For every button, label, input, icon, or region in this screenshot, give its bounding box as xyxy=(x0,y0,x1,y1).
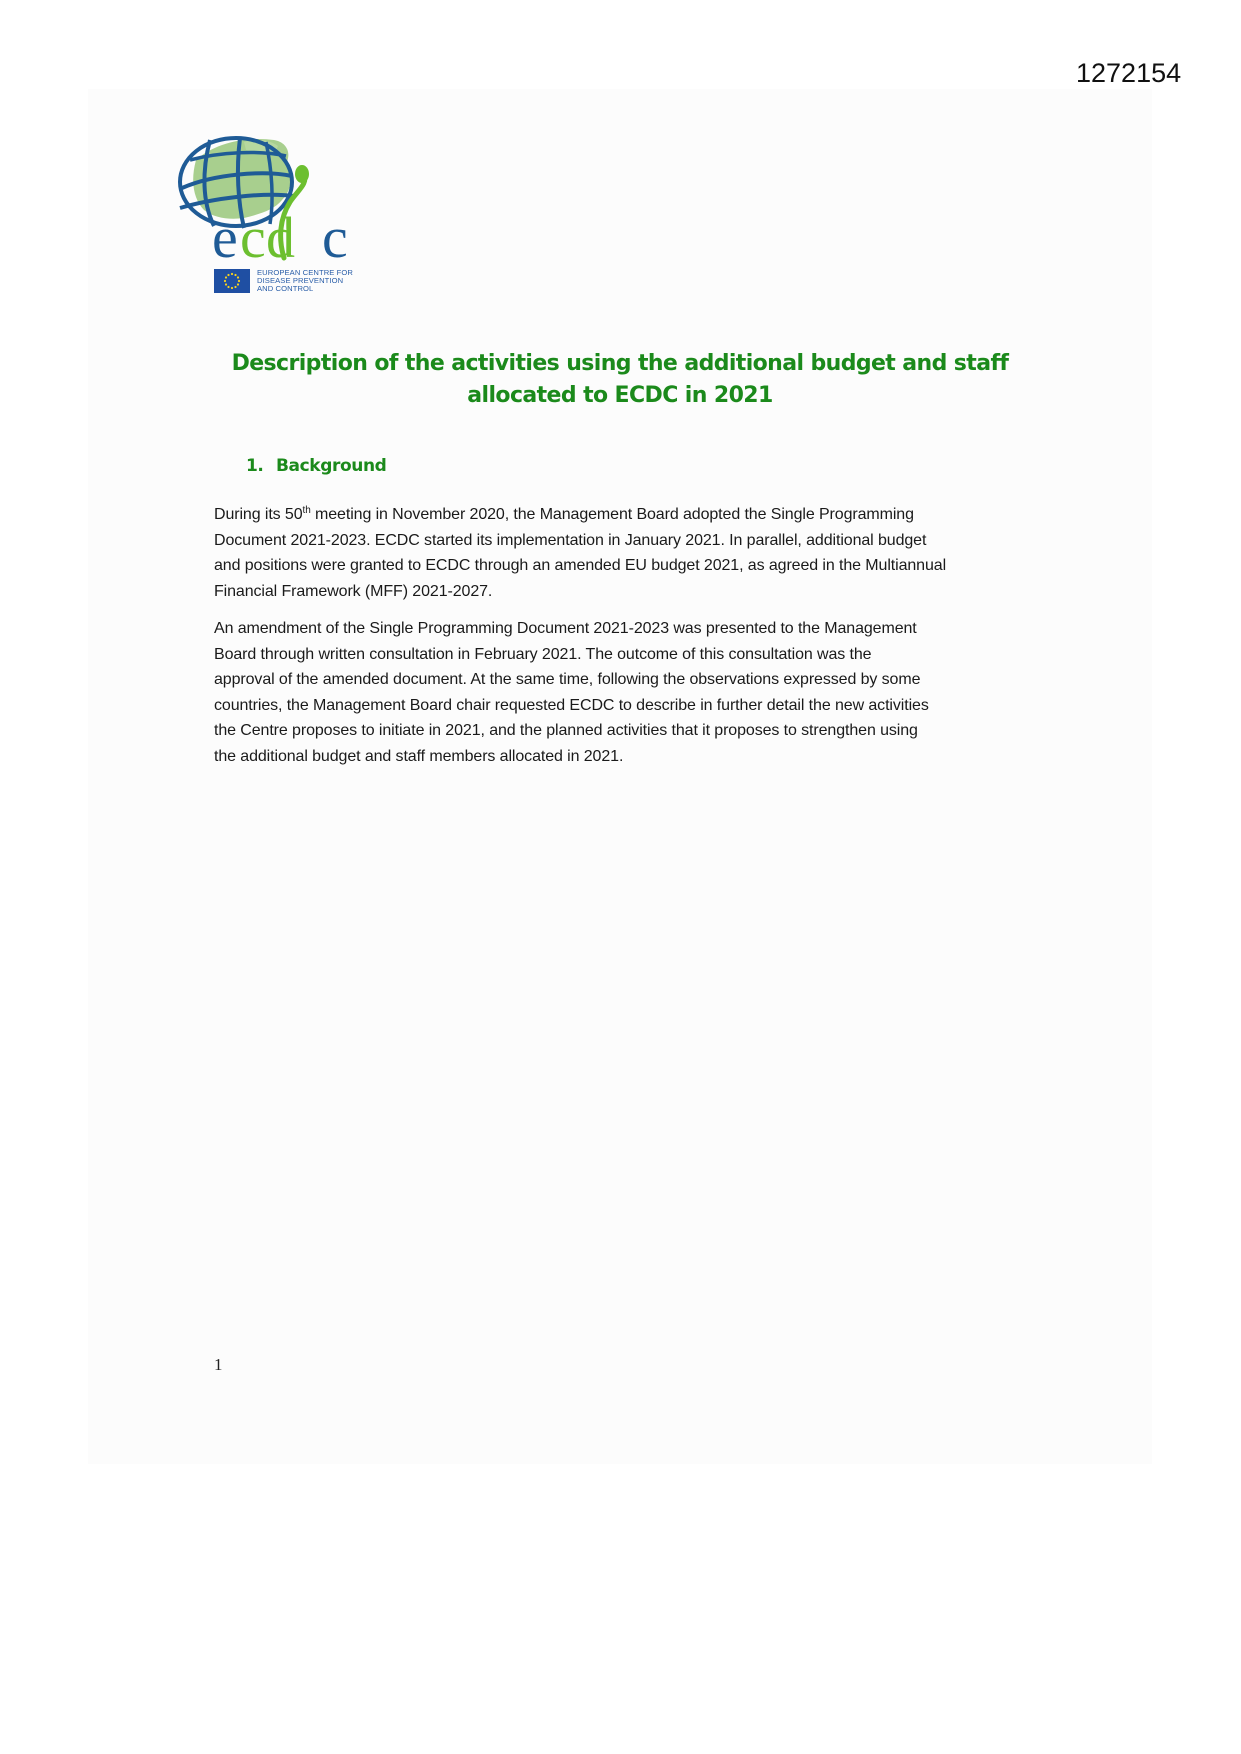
eu-flag-icon xyxy=(214,269,250,293)
ecdc-logo-subtitle xyxy=(214,269,353,293)
paragraph-line: An amendment of the Single Programming Document 2021-2023 was presented to the Management xyxy=(214,620,917,637)
section-number: 1. xyxy=(246,456,264,476)
page-number: 1 xyxy=(214,1355,223,1374)
svg-text:e: e xyxy=(212,210,238,260)
paragraph-1 xyxy=(214,502,946,604)
paragraph-line: Document 2021-2023. ECDC started its implementation in January 2021. In parallel, additional budget xyxy=(214,531,927,549)
paragraph-line: Board through written consultation in February 2021. The outcome of this consultation was the xyxy=(214,645,872,663)
document-id: 1272154 xyxy=(1076,58,1182,88)
paragraph-line: Financial Framework (MFF) 2021-2027. xyxy=(214,582,493,600)
ordinal-suffix: th xyxy=(302,505,311,516)
paragraph-line: the additional budget and staff members allocated in 2021. xyxy=(214,747,624,765)
section-heading xyxy=(246,456,386,476)
document-title xyxy=(160,348,1080,412)
svg-text:d: d xyxy=(266,210,295,260)
svg-text:c: c xyxy=(240,210,266,260)
paragraph-line: and positions were granted to ECDC through an amended EU budget 2021, as agreed in the Multiannual xyxy=(214,557,947,574)
title-line-2: allocated to ECDC in 2021 xyxy=(467,383,773,408)
paragraph-line: the Centre proposes to initiate in 2021, and the planned activities that it proposes to strengthen using xyxy=(214,722,918,739)
ecdc-wordmark xyxy=(174,210,364,260)
paragraph-2 xyxy=(214,616,929,769)
organization-name: EUROPEAN CENTRE FOR DISEASE PREVENTION AND CONTROL xyxy=(257,268,353,293)
section-title: Background xyxy=(276,456,387,476)
paragraph-line: approval of the amended document. At the same time, following the observations expressed by some xyxy=(214,671,921,688)
svg-text:c: c xyxy=(322,210,348,260)
paragraph-line: During its 50th meeting in November 2020, the Management Board adopted the Single Programming xyxy=(214,505,914,523)
title-line-1: Description of the activities using the additional budget and staff xyxy=(231,351,1009,376)
paragraph-line: countries, the Management Board chair requested ECDC to describe in further detail the new activities xyxy=(214,696,929,714)
